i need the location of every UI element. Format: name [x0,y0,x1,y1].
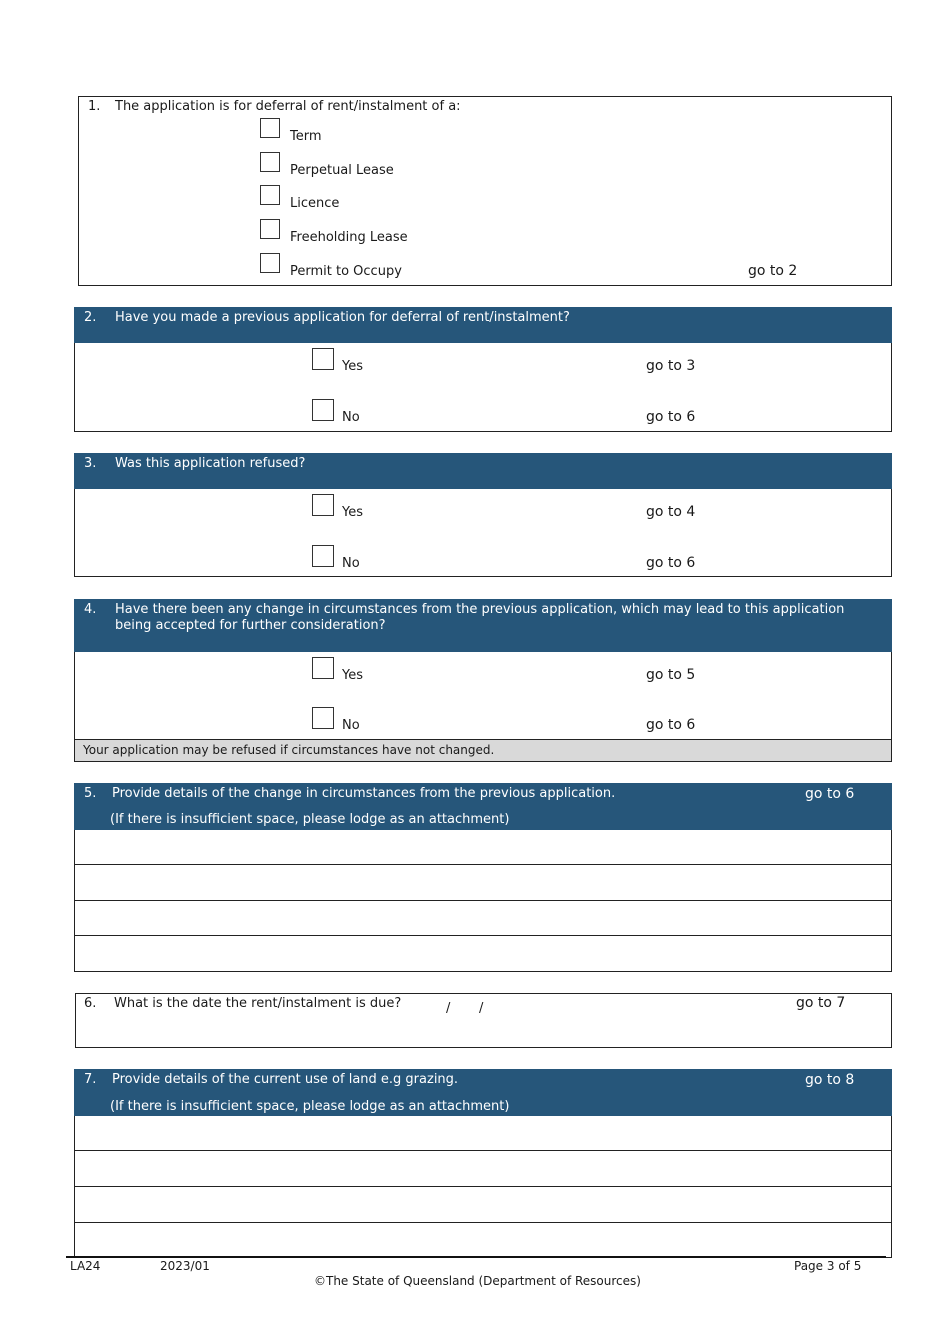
q6-date-separator-1[interactable]: / [446,1001,451,1016]
q1-text: The application is for deferral of rent/instalment of a: [115,99,461,114]
q5-answer-line-3[interactable] [74,935,892,936]
q2-no-goto: go to 6 [646,409,696,425]
q1-checkbox-term[interactable] [260,118,280,138]
q1-checkbox-perpetual-lease[interactable] [260,152,280,172]
footer-form-code: LA24 [70,1259,101,1273]
q1-goto: go to 2 [748,263,798,279]
footer-page-number: Page 3 of 5 [794,1259,862,1273]
q7-goto: go to 8 [805,1072,855,1088]
q4-yes-goto: go to 5 [646,667,696,683]
q2-yes-checkbox[interactable] [312,348,334,370]
q1-option-licence: Licence [290,196,340,211]
q3-no-checkbox[interactable] [312,545,334,567]
q1-number: 1. [88,99,101,114]
footer-rule [66,1256,886,1258]
q2-text: Have you made a previous application for deferral of rent/instalment? [115,310,570,325]
q4-yes-label: Yes [342,668,363,683]
q6-goto: go to 7 [796,995,846,1011]
q4-number: 4. [84,602,97,617]
q5-answer-line-1[interactable] [74,864,892,865]
q2-no-checkbox[interactable] [312,399,334,421]
q5-number: 5. [84,786,97,801]
q1-option-term: Term [290,129,322,144]
q2-number: 2. [84,310,97,325]
q3-yes-label: Yes [342,505,363,520]
q4-note: Your application may be refused if circumstances have not changed. [83,743,495,757]
q7-text: Provide details of the current use of land e.g grazing. [112,1072,459,1087]
q4-text: Have there been any change in circumstances from the previous application, which may lead to this application being accepted for further consideration? [115,602,845,633]
q5-answer-line-2[interactable] [74,900,892,901]
q6-text: What is the date the rent/instalment is due? [114,996,402,1011]
q1-checkbox-permit-to-occupy[interactable] [260,253,280,273]
q3-number: 3. [84,456,97,471]
q4-no-checkbox[interactable] [312,707,334,729]
q6-number: 6. [84,996,97,1011]
q6-date-separator-2[interactable]: / [479,1001,484,1016]
q2-yes-label: Yes [342,359,363,374]
q2-yes-goto: go to 3 [646,358,696,374]
question-1-box [78,96,892,286]
q7-answer-line-1[interactable] [74,1150,892,1151]
q1-option-perpetual-lease: Perpetual Lease [290,163,394,178]
q7-number: 7. [84,1072,97,1087]
q4-yes-checkbox[interactable] [312,657,334,679]
q3-yes-checkbox[interactable] [312,494,334,516]
footer-version: 2023/01 [160,1259,210,1273]
q1-checkbox-licence[interactable] [260,185,280,205]
q1-option-freeholding-lease: Freeholding Lease [290,230,408,245]
q5-text: Provide details of the change in circumstances from the previous application. [112,786,616,801]
q3-no-goto: go to 6 [646,555,696,571]
q3-text: Was this application refused? [115,456,306,471]
q3-no-label: No [342,556,360,571]
q3-yes-goto: go to 4 [646,504,696,520]
q7-answer-line-2[interactable] [74,1186,892,1187]
q1-option-permit-to-occupy: Permit to Occupy [290,264,402,279]
q2-no-label: No [342,410,360,425]
q1-checkbox-freeholding-lease[interactable] [260,219,280,239]
q7-subtext: (If there is insufficient space, please lodge as an attachment) [110,1099,510,1114]
q5-subtext: (If there is insufficient space, please lodge as an attachment) [110,812,510,827]
q4-no-label: No [342,718,360,733]
q7-answer-line-3[interactable] [74,1222,892,1223]
q4-no-goto: go to 6 [646,717,696,733]
q5-goto: go to 6 [805,786,855,802]
footer-copyright: ©The State of Queensland (Department of Resources) [314,1274,641,1288]
